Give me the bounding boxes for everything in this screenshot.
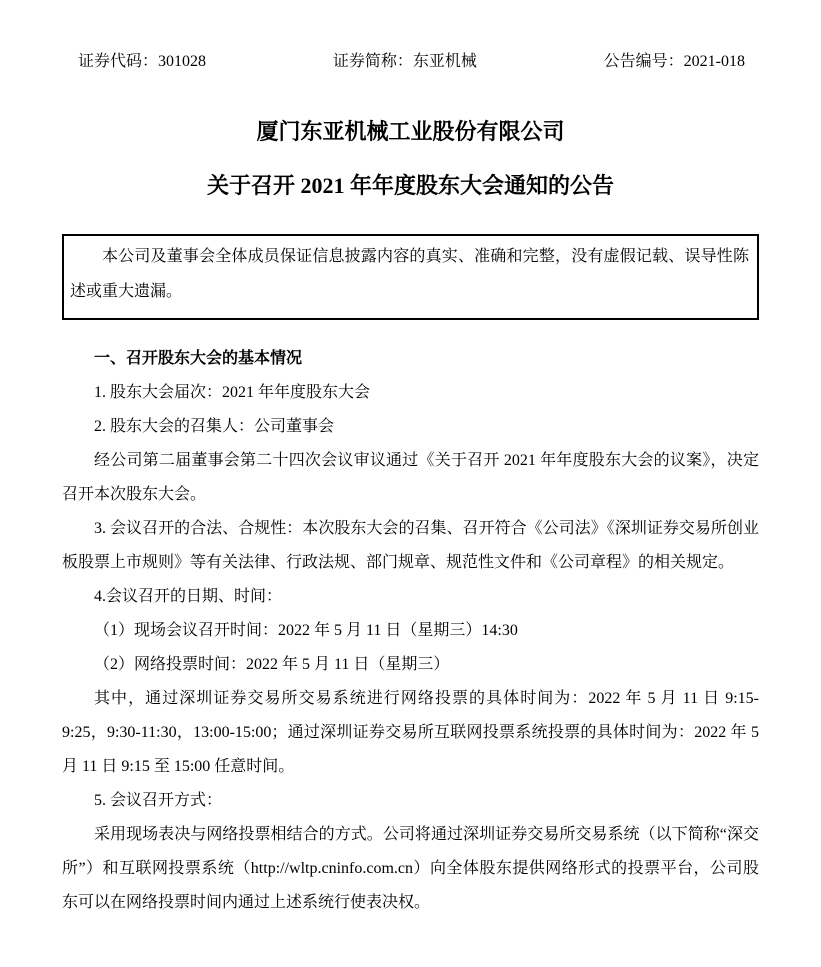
paragraph-meeting-session: 1. 股东大会届次：2021 年年度股东大会 — [94, 384, 371, 401]
announcement-number: 公告编号：2021-018 — [603, 53, 745, 70]
disclaimer-box — [62, 234, 759, 320]
paragraph-meeting-method-heading: 5. 会议召开方式： — [94, 792, 223, 809]
paragraph-convener: 2. 股东大会的召集人：公司董事会 — [94, 418, 335, 435]
disclaimer-text: 本公司及董事会全体成员保证信息披露内容的真实、准确和完整，没有虚假记载、误导性陈述或重大遗漏。 — [70, 248, 749, 300]
document-body — [62, 342, 759, 920]
announcement-title: 关于召开 2021 年年度股东大会通知的公告 — [206, 173, 614, 198]
section-heading: 一、召开股东大会的基本情况 — [94, 350, 303, 367]
stock-code: 证券代码：301028 — [78, 53, 207, 70]
stock-abbr: 证券简称：东亚机械 — [332, 53, 477, 70]
paragraph-board-resolution: 经公司第二届董事会第二十四次会议审议通过《关于召开 2021 年年度股东大会的议案》，决定召开本次股东大会。 — [62, 452, 759, 503]
paragraph-date-time-heading: 4.会议召开的日期、时间： — [94, 588, 283, 605]
paragraph-onsite-meeting-time: （1）现场会议召开时间：2022 年 5 月 11 日（星期三）14:30 — [94, 622, 518, 639]
document-header — [62, 52, 759, 72]
paragraph-legality: 3. 会议召开的合法、合规性：本次股东大会的召集、召开符合《公司法》《深圳证券交易所创业板股票上市规则》等有关法律、行政法规、部门规章、规范性文件和《公司章程》的相关规定。 — [62, 520, 759, 571]
paragraph-voting-time-detail: 其中，通过深圳证券交易所交易系统进行网络投票的具体时间为：2022 年 5 月 11 日 9:15-9:25，9:30-11:30，13:00-15:00；通过深圳证券交易所互联网投票系统投票的具体时间为：2022 年 5 月 11 日 9:15 至 15:00 任意时间。 — [62, 690, 759, 775]
paragraph-meeting-method-detail: 采用现场表决与网络投票相结合的方式。公司将通过深圳证券交易所交易系统（以下简称“深交所”）和互联网投票系统（http://wltp.cninfo.com.cn）向全体股东提供网络形式的投票平台，公司股东可以在网络投票时间内通过上述系统行使表决权。 — [62, 826, 759, 911]
paragraph-online-voting-time: （2）网络投票时间：2022 年 5 月 11 日（星期三） — [94, 656, 450, 673]
company-title: 厦门东亚机械工业股份有限公司 — [256, 119, 565, 144]
